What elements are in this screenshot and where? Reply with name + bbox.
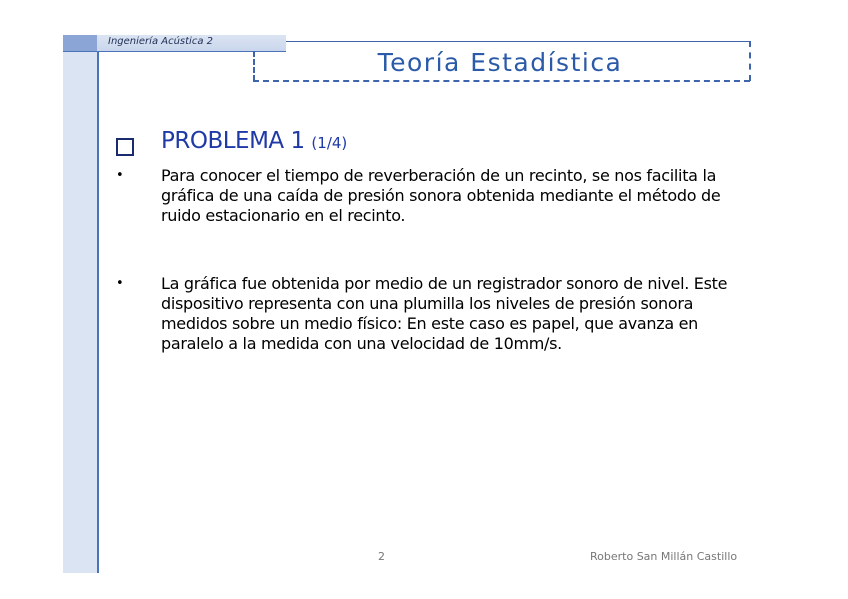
course-label: Ingeniería Acústica 2	[108, 36, 214, 47]
sidebar-line	[97, 35, 99, 573]
section-heading	[161, 128, 347, 154]
title-frame-left	[253, 51, 255, 81]
heading-text: PROBLEMA 1	[161, 128, 305, 154]
bullet-text-2: La gráfica fue obtenida por medio de un registrador sonoro de nivel. Este dispositivo representa con una plumilla los niveles de presión sonora medidos sobre un medio físico: En este caso es papel, que avanza en paralelo a la medida con una velocidad de 10mm/s.	[161, 274, 728, 353]
author-name: Roberto San Millán Castillo	[590, 550, 738, 563]
title-frame-top	[286, 41, 751, 42]
bullet-dot-icon: •	[116, 168, 124, 183]
page-number: 2	[378, 550, 385, 563]
checkbox-bullet-icon	[116, 138, 134, 156]
bullet-dot-icon: •	[116, 276, 124, 291]
bullet-text-1: Para conocer el tiempo de reverberación de un recinto, se nos facilita la gráfica de una caída de presión sonora obtenida mediante el método de ruido estacionario en el recinto.	[161, 166, 721, 225]
sidebar-decoration	[63, 35, 97, 573]
header-band-corner	[63, 35, 97, 52]
heading-subtext: (1/4)	[311, 134, 348, 152]
title-frame-bottom	[253, 80, 750, 82]
slide-title: Teoría Estadística	[300, 47, 700, 79]
title-frame-right	[749, 41, 751, 81]
